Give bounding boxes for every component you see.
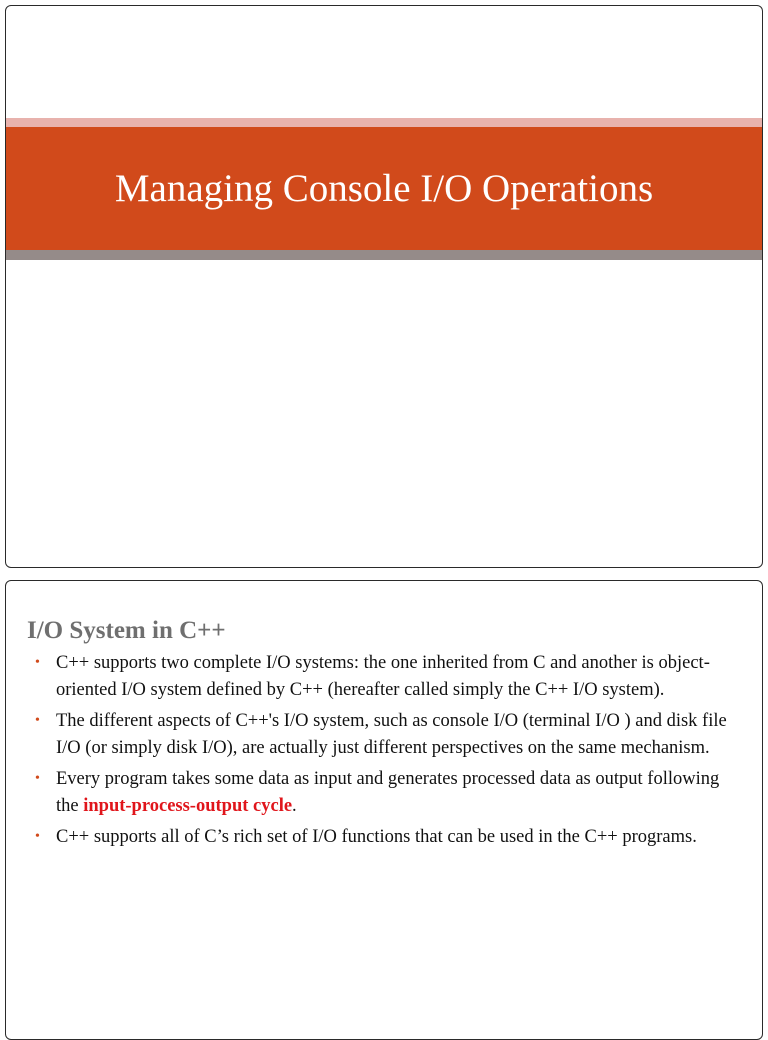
bullet-icon: •	[35, 829, 40, 844]
bullet-icon: •	[35, 771, 40, 786]
title-band-shadow	[6, 250, 762, 260]
bullet-item	[32, 708, 738, 761]
bullet-text-prefix: Every program takes some data as input and generates processed data as output following the	[56, 769, 720, 816]
bullet-icon: •	[35, 713, 40, 728]
bullet-icon: •	[35, 655, 40, 670]
bullet-list	[32, 650, 738, 856]
slide-title: Managing Console I/O Operations	[114, 167, 654, 210]
content-slide	[5, 580, 763, 1040]
bullet-item	[32, 650, 738, 703]
bullet-text-suffix: .	[292, 795, 297, 816]
bullet-text: The different aspects of C++'s I/O system, such as console I/O (terminal I/O ) and disk file I/O (or simply disk I/O), are actually just different perspectives on the same mechanism.	[56, 711, 727, 758]
title-slide	[5, 5, 763, 568]
highlighted-term: input-process-output cycle	[83, 795, 293, 816]
bullet-text: C++ supports two complete I/O systems: the one inherited from C and another is object-oriented I/O system defined by C++ (hereafter called simply the C++ I/O system).	[56, 653, 710, 700]
title-band-accent	[6, 118, 762, 127]
bullet-item	[32, 824, 738, 851]
bullet-item	[32, 766, 738, 819]
section-heading: I/O System in C++	[27, 617, 226, 644]
bullet-text: C++ supports all of C’s rich set of I/O functions that can be used in the C++ programs.	[56, 827, 697, 847]
